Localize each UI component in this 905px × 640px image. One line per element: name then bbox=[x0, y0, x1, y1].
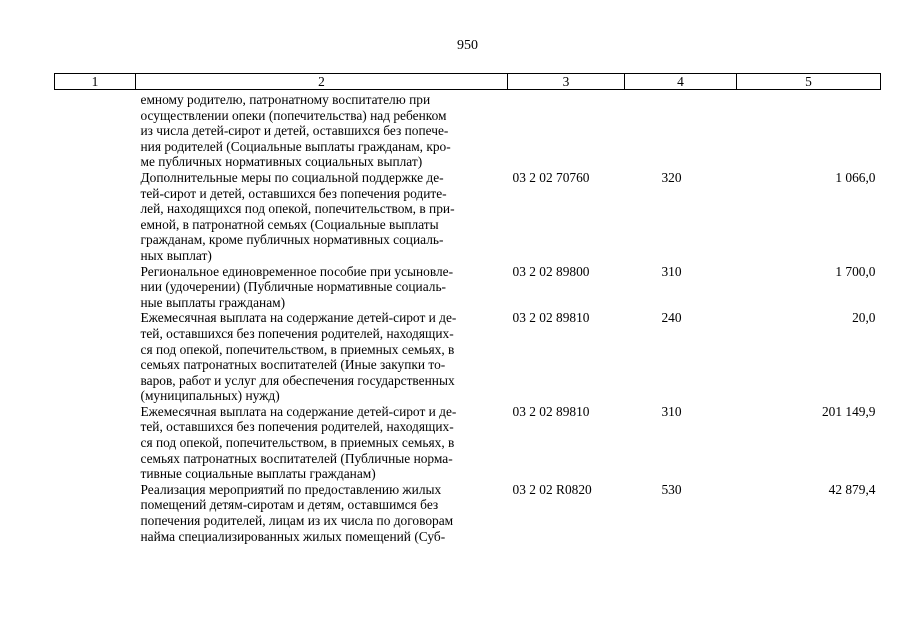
amount-cell: 1 066,0 bbox=[835, 169, 876, 185]
description-line: ния родителей (Социальные выплаты гражданам, кро- bbox=[140, 138, 451, 154]
table-row bbox=[55, 170, 881, 264]
header-row bbox=[55, 74, 881, 90]
description-line: емной, в патронатной семьях (Социальные выплаты bbox=[140, 216, 439, 232]
expense-type-cell bbox=[625, 90, 737, 170]
target-code-cell: 03 2 02 R0820 bbox=[512, 481, 592, 497]
description-line: ме публичных нормативных социальных выплат) bbox=[140, 154, 423, 170]
description-cell bbox=[136, 90, 508, 170]
row-number-cell bbox=[55, 90, 136, 170]
table-row bbox=[55, 90, 881, 170]
column-header-4: 4 bbox=[625, 74, 737, 90]
description-line: Региональное единовременное пособие при усыновле- bbox=[140, 263, 454, 279]
expense-type-cell: 320 bbox=[661, 169, 682, 185]
row-number-cell bbox=[55, 264, 136, 311]
expense-type-cell: 310 bbox=[661, 403, 682, 419]
expense-type-cell: 240 bbox=[661, 310, 682, 326]
description-line: ных выплат) bbox=[140, 247, 212, 263]
budget-table bbox=[54, 73, 881, 544]
target-code-cell: 03 2 02 89810 bbox=[512, 310, 590, 326]
description-line: осуществлении опеки (попечительства) над ребенком bbox=[140, 107, 447, 123]
description-line: тей-сирот и детей, оставшихся без попечения родите- bbox=[140, 185, 447, 201]
amount-cell: 201 149,9 bbox=[821, 403, 876, 419]
description-line: ные выплаты гражданам) bbox=[140, 294, 286, 310]
table-row bbox=[55, 482, 881, 544]
column-header-3: 3 bbox=[508, 74, 625, 90]
table-row bbox=[55, 404, 881, 482]
table-header bbox=[55, 74, 881, 90]
expense-type-cell: 310 bbox=[661, 263, 682, 279]
description-line: тей, оставшихся без попечения родителей, находящих- bbox=[140, 419, 454, 435]
description-cell bbox=[136, 404, 508, 482]
description-line: (муниципальных) нужд) bbox=[140, 388, 280, 404]
target-code-cell: 03 2 02 89810 bbox=[512, 403, 590, 419]
column-header-1: 1 bbox=[55, 74, 136, 90]
row-number-cell bbox=[55, 404, 136, 482]
amount-cell: 20,0 bbox=[852, 310, 876, 326]
table-row bbox=[55, 264, 881, 311]
description-line: помещений детям-сиротам и детям, оставшимся без bbox=[140, 497, 439, 513]
column-header-2: 2 bbox=[136, 74, 508, 90]
description-line: гражданам, кроме публичных нормативных социаль- bbox=[140, 232, 444, 248]
description-cell bbox=[136, 264, 508, 311]
description-line: семьях патронатных воспитателей (Публичные норма- bbox=[140, 450, 453, 466]
page-number: 950 bbox=[457, 38, 478, 53]
description-line: ся под опекой, попечительством, в приемных семьях, в bbox=[140, 435, 455, 451]
description-line: найма специализированных жилых помещений (Суб- bbox=[140, 528, 446, 544]
description-line: лей, находящихся под опекой, попечительством, в при- bbox=[140, 201, 455, 217]
table-row bbox=[55, 310, 881, 404]
description-line: семьях патронатных воспитателей (Иные закупки то- bbox=[140, 357, 446, 373]
description-line: попечения родителей, лицам из их числа по договорам bbox=[140, 513, 454, 529]
row-number-cell bbox=[55, 170, 136, 264]
description-line: тивные социальные выплаты гражданам) bbox=[140, 466, 376, 482]
description-line: варов, работ и услуг для обеспечения государственных bbox=[140, 372, 455, 388]
description-cell bbox=[136, 170, 508, 264]
expense-type-cell: 530 bbox=[661, 481, 682, 497]
description-line: из числа детей-сирот и детей, оставшихся без попече- bbox=[140, 123, 449, 139]
target-code-cell: 03 2 02 70760 bbox=[512, 169, 590, 185]
description-cell bbox=[136, 482, 508, 544]
description-cell bbox=[136, 310, 508, 404]
table-body bbox=[55, 90, 881, 545]
column-header-5: 5 bbox=[737, 74, 881, 90]
description-line: Ежемесячная выплата на содержание детей-сирот и де- bbox=[140, 310, 457, 326]
description-line: ся под опекой, попечительством, в приемных семьях, в bbox=[140, 341, 455, 357]
amount-cell bbox=[737, 90, 881, 170]
amount-cell: 42 879,4 bbox=[828, 481, 876, 497]
description-line: емному родителю, патронатному воспитателю при bbox=[140, 92, 431, 107]
description-line: Реализация мероприятий по предоставлению жилых bbox=[140, 481, 442, 497]
row-number-cell bbox=[55, 310, 136, 404]
target-code-cell: 03 2 02 89800 bbox=[512, 263, 590, 279]
description-line: Дополнительные меры по социальной поддержке де- bbox=[140, 169, 444, 185]
amount-cell: 1 700,0 bbox=[835, 263, 876, 279]
description-line: тей, оставшихся без попечения родителей, находящих- bbox=[140, 325, 454, 341]
description-line: нии (удочерении) (Публичные нормативные социаль- bbox=[140, 279, 447, 295]
row-number-cell bbox=[55, 482, 136, 544]
target-code-cell bbox=[508, 90, 625, 170]
description-line: Ежемесячная выплата на содержание детей-сирот и де- bbox=[140, 403, 457, 419]
